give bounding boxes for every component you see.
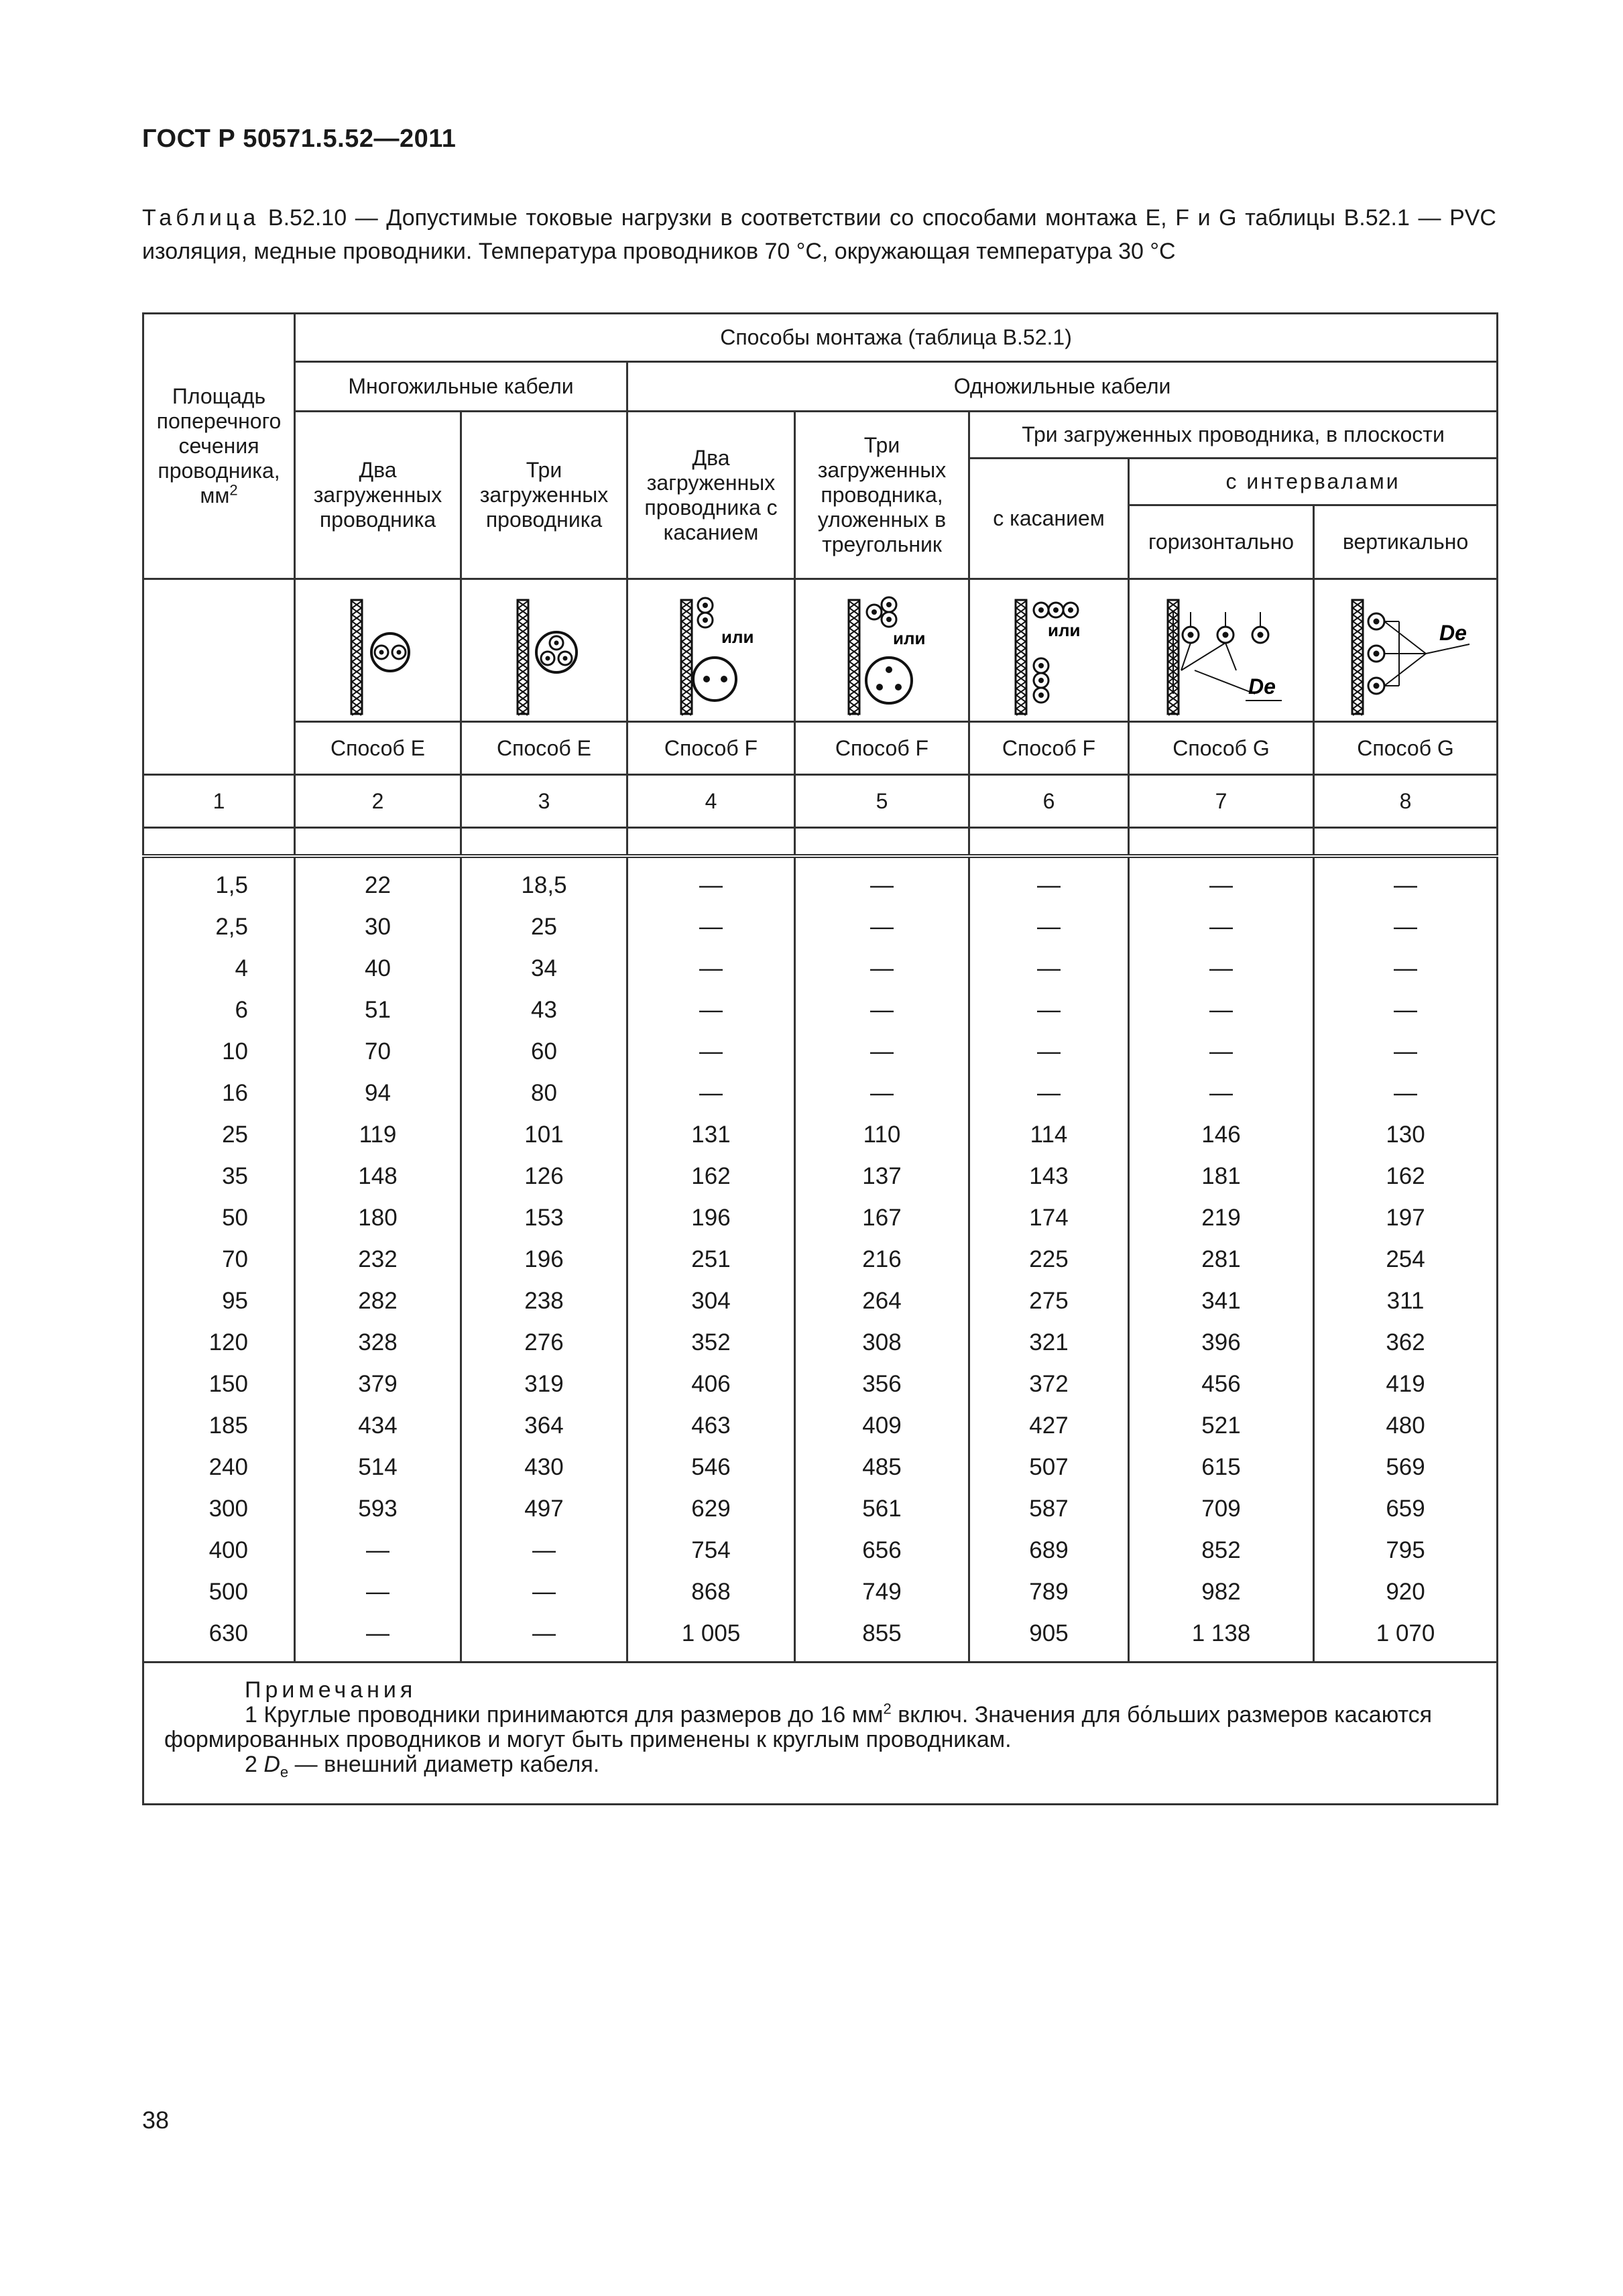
current-value-cell: 789 <box>969 1571 1129 1613</box>
method-label: Способ G <box>1129 722 1314 775</box>
current-value-cell: 30 <box>295 906 461 948</box>
current-value-cell: — <box>461 1613 627 1663</box>
data-body <box>143 856 1498 1663</box>
current-value-cell: 308 <box>795 1322 969 1364</box>
cross-section-cell: 120 <box>143 1322 295 1364</box>
table-row <box>143 1239 1498 1280</box>
column-number: 3 <box>461 775 627 828</box>
cross-section-cell: 70 <box>143 1239 295 1280</box>
spaced-horizontal-cables-icon <box>1154 593 1288 721</box>
note-1: 1 Круглые проводники принимаются для размеров до 16 $мм^2$ включ. Значения для бо́льших размеров касаются формированных проводников и могут быть применены к круглым проводникам. <box>164 1700 1433 1752</box>
current-value-cell: 282 <box>295 1280 461 1322</box>
current-value-cell: 119 <box>295 1114 461 1156</box>
current-value-cell: 162 <box>1314 1156 1498 1197</box>
current-value-cell: — <box>1314 856 1498 906</box>
current-value-cell: 51 <box>295 989 461 1031</box>
method-label: Способ Е <box>461 722 627 775</box>
method-label: Способ G <box>1314 722 1498 775</box>
current-value-cell: 396 <box>1129 1322 1314 1364</box>
current-value-cell: — <box>627 1073 795 1114</box>
current-value-cell: 615 <box>1129 1447 1314 1488</box>
cross-section-cell: 16 <box>143 1073 295 1114</box>
multicore-header: Многожильные кабели <box>295 362 627 412</box>
table-row <box>143 856 1498 906</box>
cross-section-cell: 185 <box>143 1405 295 1447</box>
current-value-cell: 427 <box>969 1405 1129 1447</box>
current-value-cell: 110 <box>795 1114 969 1156</box>
current-value-cell: 406 <box>627 1364 795 1405</box>
cross-section-cell: 500 <box>143 1571 295 1613</box>
cross-section-cell: 150 <box>143 1364 295 1405</box>
current-value-cell: — <box>1314 989 1498 1031</box>
current-value-cell: 264 <box>795 1280 969 1322</box>
current-value-cell: 101 <box>461 1114 627 1156</box>
current-value-cell: 905 <box>969 1613 1129 1663</box>
spaced-vertical-cables-icon <box>1339 593 1473 721</box>
col2-header: Два загруженных проводника <box>295 412 461 579</box>
col5-header: Три загруженных проводника, уложенных в треугольник <box>795 412 969 579</box>
two-core-cable-icon <box>338 593 418 721</box>
current-value-cell: — <box>461 1530 627 1571</box>
cross-section-cell: 95 <box>143 1280 295 1322</box>
current-value-cell: 114 <box>969 1114 1129 1156</box>
current-value-cell: 982 <box>1129 1571 1314 1613</box>
current-value-cell: 514 <box>295 1447 461 1488</box>
current-value-cell: 456 <box>1129 1364 1314 1405</box>
current-value-cell: — <box>627 989 795 1031</box>
current-value-cell: 167 <box>795 1197 969 1239</box>
methods-row <box>143 722 1498 775</box>
current-value-cell: — <box>969 856 1129 906</box>
current-value-cell: 855 <box>795 1613 969 1663</box>
current-value-cell: 709 <box>1129 1488 1314 1530</box>
table-row <box>143 1031 1498 1073</box>
current-value-cell: — <box>1129 1073 1314 1114</box>
current-value-cell: 80 <box>461 1073 627 1114</box>
column-number: 8 <box>1314 775 1498 828</box>
or-label: или <box>1047 620 1080 640</box>
current-value-cell: — <box>1314 906 1498 948</box>
current-value-cell: 216 <box>795 1239 969 1280</box>
figure-spaced-horizontal <box>1129 579 1314 722</box>
table-row <box>143 906 1498 948</box>
current-value-cell: 379 <box>295 1364 461 1405</box>
singlecore-header: Одножильные кабели <box>627 362 1498 412</box>
current-value-cell: — <box>627 1031 795 1073</box>
current-value-cell: 1 005 <box>627 1613 795 1663</box>
de-label: De <box>1248 674 1276 699</box>
current-value-cell: 1 070 <box>1314 1613 1498 1663</box>
document-header: ГОСТ Р 50571.5.52—2011 <box>142 125 457 153</box>
cross-section-cell: 2,5 <box>143 906 295 948</box>
cross-section-cell: 50 <box>143 1197 295 1239</box>
method-label: Способ F <box>627 722 795 775</box>
note-2: 2 $D_e$ — внешний диаметр кабеля. <box>245 1752 600 1780</box>
trefoil-cables-icon <box>835 593 929 721</box>
table-row <box>143 1197 1498 1239</box>
cross-section-cell: 240 <box>143 1447 295 1488</box>
cross-section-cell: 4 <box>143 948 295 989</box>
cross-section-cell: 630 <box>143 1613 295 1663</box>
current-value-cell: 94 <box>295 1073 461 1114</box>
three-core-cable-icon <box>504 593 585 721</box>
figure-spaced-vertical <box>1314 579 1498 722</box>
table-row <box>143 1571 1498 1613</box>
current-value-cell: 362 <box>1314 1322 1498 1364</box>
current-value-cell: 162 <box>627 1156 795 1197</box>
current-value-cell: 852 <box>1129 1530 1314 1571</box>
caption-text: В.52.10 — Допустимые токовые нагрузки в соответствии со способами монтажа Е, F и G таблицы В.52.1 — PVC изоляция, медные проводники. Температура проводников 70 °С, окружающая температура 30 °С <box>142 205 1496 264</box>
current-value-cell: 419 <box>1314 1364 1498 1405</box>
current-value-cell: — <box>969 906 1129 948</box>
column-number: 4 <box>627 775 795 828</box>
current-value-cell: — <box>1314 948 1498 989</box>
current-value-cell: — <box>795 1031 969 1073</box>
method-label: Способ F <box>969 722 1129 775</box>
caption-lead: Таблица <box>142 205 260 231</box>
current-value-cell: 276 <box>461 1322 627 1364</box>
table-row <box>143 1364 1498 1405</box>
current-value-cell: 507 <box>969 1447 1129 1488</box>
current-value-cell: 521 <box>1129 1405 1314 1447</box>
current-value-cell: 40 <box>295 948 461 989</box>
current-value-cell: — <box>1129 856 1314 906</box>
or-label: или <box>892 628 925 648</box>
current-value-cell: 143 <box>969 1156 1129 1197</box>
separator-row <box>143 828 1498 857</box>
current-value-cell: 485 <box>795 1447 969 1488</box>
table-row <box>143 1530 1498 1571</box>
current-value-cell: 561 <box>795 1488 969 1530</box>
current-value-cell: 196 <box>627 1197 795 1239</box>
current-value-cell: 43 <box>461 989 627 1031</box>
table-row <box>143 948 1498 989</box>
current-value-cell: 304 <box>627 1280 795 1322</box>
current-value-cell: 920 <box>1314 1571 1498 1613</box>
current-value-cell: — <box>969 1031 1129 1073</box>
figure-three-single-trefoil <box>795 579 969 722</box>
current-value-cell: 180 <box>295 1197 461 1239</box>
current-value-cell: 321 <box>969 1322 1129 1364</box>
current-value-cell: 754 <box>627 1530 795 1571</box>
current-value-cell: 181 <box>1129 1156 1314 1197</box>
current-value-cell: 174 <box>969 1197 1129 1239</box>
cross-section-cell: 35 <box>143 1156 295 1197</box>
current-value-cell: — <box>1314 1031 1498 1073</box>
current-value-cell: 689 <box>969 1530 1129 1571</box>
table-row <box>143 1114 1498 1156</box>
col4-header: Два загруженных проводника с касанием <box>627 412 795 579</box>
current-value-cell: 868 <box>627 1571 795 1613</box>
current-value-cell: 137 <box>795 1156 969 1197</box>
current-value-cell: — <box>795 906 969 948</box>
current-value-cell: 569 <box>1314 1447 1498 1488</box>
vertical-header: вертикально <box>1314 505 1498 579</box>
two-single-cables-icon <box>668 593 755 721</box>
current-value-cell: 1 138 <box>1129 1613 1314 1663</box>
current-value-cell: 131 <box>627 1114 795 1156</box>
current-value-cell: 60 <box>461 1031 627 1073</box>
current-value-cell: 130 <box>1314 1114 1498 1156</box>
current-value-cell: — <box>461 1571 627 1613</box>
current-value-cell: 749 <box>795 1571 969 1613</box>
current-value-cell: — <box>969 989 1129 1031</box>
column-numbers-row <box>143 775 1498 828</box>
table-row <box>143 1156 1498 1197</box>
current-value-cell: 480 <box>1314 1405 1498 1447</box>
table-row <box>143 1488 1498 1530</box>
cross-section-cell: 300 <box>143 1488 295 1530</box>
figure-two-single-touching <box>627 579 795 722</box>
current-value-cell: 629 <box>627 1488 795 1530</box>
current-value-cell: 546 <box>627 1447 795 1488</box>
column-number: 7 <box>1129 775 1314 828</box>
current-value-cell: 659 <box>1314 1488 1498 1530</box>
current-value-cell: 232 <box>295 1239 461 1280</box>
current-value-cell: — <box>795 1073 969 1114</box>
current-value-cell: 409 <box>795 1405 969 1447</box>
methods-header: Способы монтажа (таблица В.52.1) <box>295 314 1498 362</box>
current-value-cell: — <box>1129 989 1314 1031</box>
current-value-cell: — <box>969 948 1129 989</box>
current-value-cell: 275 <box>969 1280 1129 1322</box>
table-row <box>143 989 1498 1031</box>
current-value-cell: 34 <box>461 948 627 989</box>
current-value-cell: 463 <box>627 1405 795 1447</box>
current-value-cell: — <box>295 1613 461 1663</box>
current-value-cell: 196 <box>461 1239 627 1280</box>
method-label: Способ F <box>795 722 969 775</box>
current-value-cell: 70 <box>295 1031 461 1073</box>
notes-cell <box>143 1663 1498 1805</box>
current-value-cell: — <box>295 1571 461 1613</box>
area-header: Площадь поперечного сечения проводника, $мм^2$ <box>143 314 295 579</box>
table-row <box>143 1280 1498 1322</box>
cross-section-cell: 1,5 <box>143 856 295 906</box>
current-value-cell: 146 <box>1129 1114 1314 1156</box>
figure-flat-touching <box>969 579 1129 722</box>
current-value-cell: 372 <box>969 1364 1129 1405</box>
cross-section-cell: 25 <box>143 1114 295 1156</box>
current-value-cell: 22 <box>295 856 461 906</box>
current-value-cell: 25 <box>461 906 627 948</box>
current-value-cell: 430 <box>461 1447 627 1488</box>
current-value-cell: — <box>795 856 969 906</box>
current-value-cell: — <box>627 906 795 948</box>
current-value-cell: 238 <box>461 1280 627 1322</box>
current-value-cell: — <box>1129 948 1314 989</box>
flat-header: Три загруженных проводника, в плоскости <box>969 412 1498 459</box>
table-row <box>143 1405 1498 1447</box>
current-value-cell: 328 <box>295 1322 461 1364</box>
current-value-cell: — <box>1129 906 1314 948</box>
current-value-cell: 434 <box>295 1405 461 1447</box>
cross-section-cell: 6 <box>143 989 295 1031</box>
page-number: 38 <box>142 2106 170 2134</box>
column-number: 2 <box>295 775 461 828</box>
figure-two-core <box>295 579 461 722</box>
spaced-header: с интервалами <box>1129 459 1498 505</box>
table-caption <box>142 201 1496 268</box>
ampacity-table <box>142 312 1498 1805</box>
current-value-cell: — <box>1129 1031 1314 1073</box>
column-number: 1 <box>143 775 295 828</box>
current-value-cell: 18,5 <box>461 856 627 906</box>
notes-title: Примечания <box>245 1677 417 1703</box>
current-value-cell: 219 <box>1129 1197 1314 1239</box>
figure-three-core <box>461 579 627 722</box>
flat-touching-cables-icon <box>1002 593 1096 721</box>
table-row <box>143 1613 1498 1663</box>
current-value-cell: 254 <box>1314 1239 1498 1280</box>
column-number: 6 <box>969 775 1129 828</box>
current-value-cell: 148 <box>295 1156 461 1197</box>
current-value-cell: 281 <box>1129 1239 1314 1280</box>
table-row <box>143 1073 1498 1114</box>
current-value-cell: 311 <box>1314 1280 1498 1322</box>
method-label: Способ Е <box>295 722 461 775</box>
current-value-cell: — <box>795 948 969 989</box>
table-row <box>143 1322 1498 1364</box>
current-value-cell: — <box>627 948 795 989</box>
table-row <box>143 1447 1498 1488</box>
current-value-cell: — <box>627 856 795 906</box>
current-value-cell: — <box>295 1530 461 1571</box>
current-value-cell: 341 <box>1129 1280 1314 1322</box>
cross-section-cell: 400 <box>143 1530 295 1571</box>
or-label: или <box>721 627 754 647</box>
de-label: De <box>1439 621 1467 645</box>
current-value-cell: 356 <box>795 1364 969 1405</box>
current-value-cell: 319 <box>461 1364 627 1405</box>
current-value-cell: 153 <box>461 1197 627 1239</box>
current-value-cell: 656 <box>795 1530 969 1571</box>
current-value-cell: 225 <box>969 1239 1129 1280</box>
current-value-cell: 593 <box>295 1488 461 1530</box>
current-value-cell: 497 <box>461 1488 627 1530</box>
horizontal-header: горизонтально <box>1129 505 1314 579</box>
column-number: 5 <box>795 775 969 828</box>
current-value-cell: 352 <box>627 1322 795 1364</box>
current-value-cell: 251 <box>627 1239 795 1280</box>
touch-header: с касанием <box>969 459 1129 579</box>
current-value-cell: 795 <box>1314 1530 1498 1571</box>
current-value-cell: 587 <box>969 1488 1129 1530</box>
current-value-cell: — <box>969 1073 1129 1114</box>
empty-figure-cell <box>143 579 295 775</box>
current-value-cell: — <box>1314 1073 1498 1114</box>
current-value-cell: 126 <box>461 1156 627 1197</box>
current-value-cell: 364 <box>461 1405 627 1447</box>
cross-section-cell: 10 <box>143 1031 295 1073</box>
current-value-cell: 197 <box>1314 1197 1498 1239</box>
col3-header: Три загруженных проводника <box>461 412 627 579</box>
current-value-cell: — <box>795 989 969 1031</box>
